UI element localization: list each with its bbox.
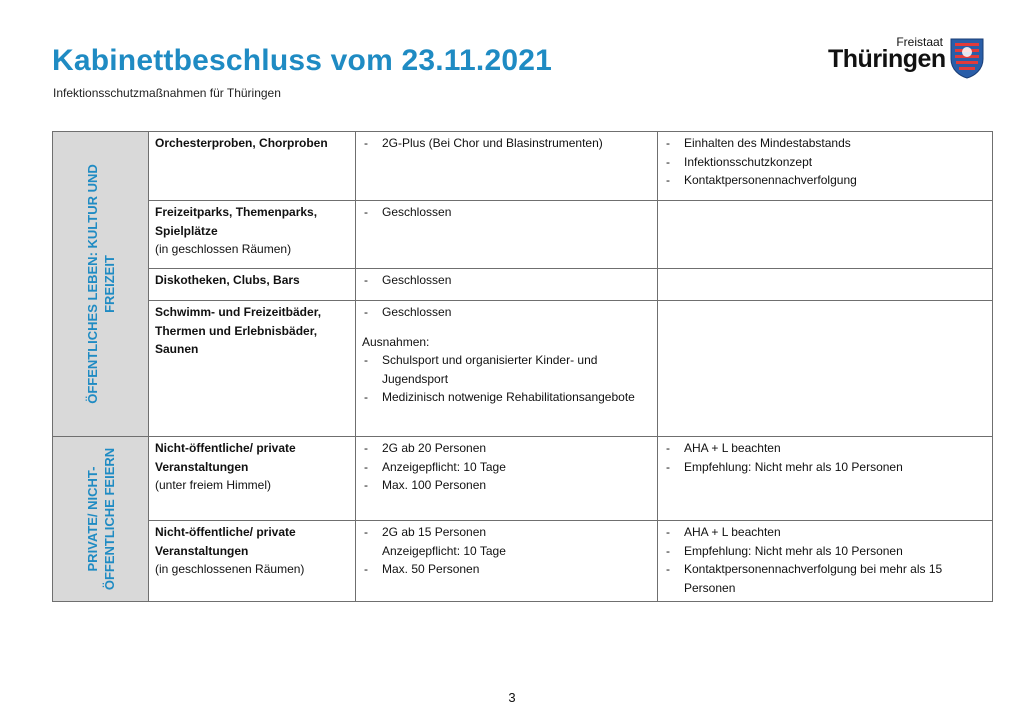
rule-item: - 2G-Plus (Bei Chor und Blasinstrumenten): [362, 134, 651, 153]
rule-item: - Geschlossen: [362, 271, 651, 290]
extra-cell: [658, 132, 993, 201]
section-cell-kultur: [53, 132, 149, 437]
activity-cell: [149, 521, 356, 602]
activity-name: Schwimm- und Freizeitbäder, Thermen und Erlebnisbäder, Saunen: [155, 305, 322, 356]
activity-name: Nicht-öffentliche/ private Veranstaltungen: [155, 441, 296, 474]
table-row: [53, 521, 993, 602]
section-label-kultur: ÖFFENTLICHES LEBEN: KULTUR UND FREIZEIT: [84, 164, 117, 404]
activity-note: (in geschlossenen Räumen): [155, 562, 305, 576]
activity-cell: [149, 437, 356, 521]
extra-item: - Kontaktpersonennachverfolgung: [664, 171, 986, 190]
section-label-privat: PRIVATE/ NICHT-ÖFFENTLICHE FEIERN: [84, 447, 117, 591]
rules-cell: [356, 437, 658, 521]
page-subtitle: Infektionsschutzmaßnahmen für Thüringen: [53, 86, 281, 100]
logo-thueringen-text: Thüringen: [828, 45, 946, 73]
rules-cell: [356, 269, 658, 301]
rule-item: - Geschlossen: [362, 303, 651, 322]
rules-cell: [356, 201, 658, 269]
rules-cell: [356, 301, 658, 437]
table-row: [53, 437, 993, 521]
extra-cell: [658, 269, 993, 301]
extra-item: - Kontaktpersonennachverfolgung bei mehr als 15 Personen: [664, 560, 986, 597]
activity-name: Diskotheken, Clubs, Bars: [155, 273, 300, 287]
activity-name: Nicht-öffentliche/ private Veranstaltungen: [155, 525, 296, 558]
extra-item: - AHA + L beachten: [664, 523, 986, 542]
extra-item: - Einhalten des Mindestabstands: [664, 134, 986, 153]
table-row: [53, 269, 993, 301]
table-row: [53, 132, 993, 201]
extra-item: - Infektionsschutzkonzept: [664, 153, 986, 172]
rule-item: Anzeigepflicht: 10 Tage: [382, 543, 506, 558]
extra-item: - Empfehlung: Nicht mehr als 10 Personen: [664, 458, 986, 477]
rule-item: - Max. 100 Personen: [362, 476, 651, 495]
rule-item: - 2G ab 15 Personen: [362, 523, 651, 542]
table-row: [53, 301, 993, 437]
extra-item: - Empfehlung: Nicht mehr als 10 Personen: [664, 542, 986, 561]
extra-item: - AHA + L beachten: [664, 439, 986, 458]
thueringen-logo: [828, 35, 988, 83]
exception-item: - Medizinisch notwenige Rehabilitationsangebote: [362, 388, 651, 407]
table-row: [53, 201, 993, 269]
page-title: Kabinettbeschluss vom 23.11.2021: [52, 44, 552, 77]
activity-cell: [149, 132, 356, 201]
rules-cell: [356, 132, 658, 201]
extra-cell: [658, 201, 993, 269]
page-number: 3: [508, 690, 516, 705]
rule-item: - Anzeigepflicht: 10 Tage: [362, 458, 651, 477]
exception-item: - Schulsport und organisierter Kinder- und Jugendsport: [362, 351, 651, 388]
rule-item: - Max. 50 Personen: [362, 560, 651, 579]
activity-note: (unter freiem Himmel): [155, 478, 272, 492]
activity-cell: [149, 201, 356, 269]
activity-name: Orchesterproben, Chorproben: [155, 136, 328, 150]
extra-cell: [658, 437, 993, 521]
logo-freistaat-text: Freistaat: [896, 35, 943, 49]
activity-cell: [149, 301, 356, 437]
section-cell-privat: [53, 437, 149, 602]
rule-item: - Geschlossen: [362, 203, 651, 222]
activity-cell: [149, 269, 356, 301]
activity-name: Freizeitparks, Themenparks, Spielplätze: [155, 205, 318, 238]
exceptions-label: Ausnahmen:: [362, 334, 430, 349]
activity-note: (in geschlossen Räumen): [155, 242, 292, 256]
rule-item: - 2G ab 20 Personen: [362, 439, 651, 458]
extra-cell: [658, 301, 993, 437]
rules-cell: [356, 521, 658, 602]
extra-cell: [658, 521, 993, 602]
coat-of-arms-icon: [949, 37, 985, 79]
measures-table: [52, 131, 993, 602]
